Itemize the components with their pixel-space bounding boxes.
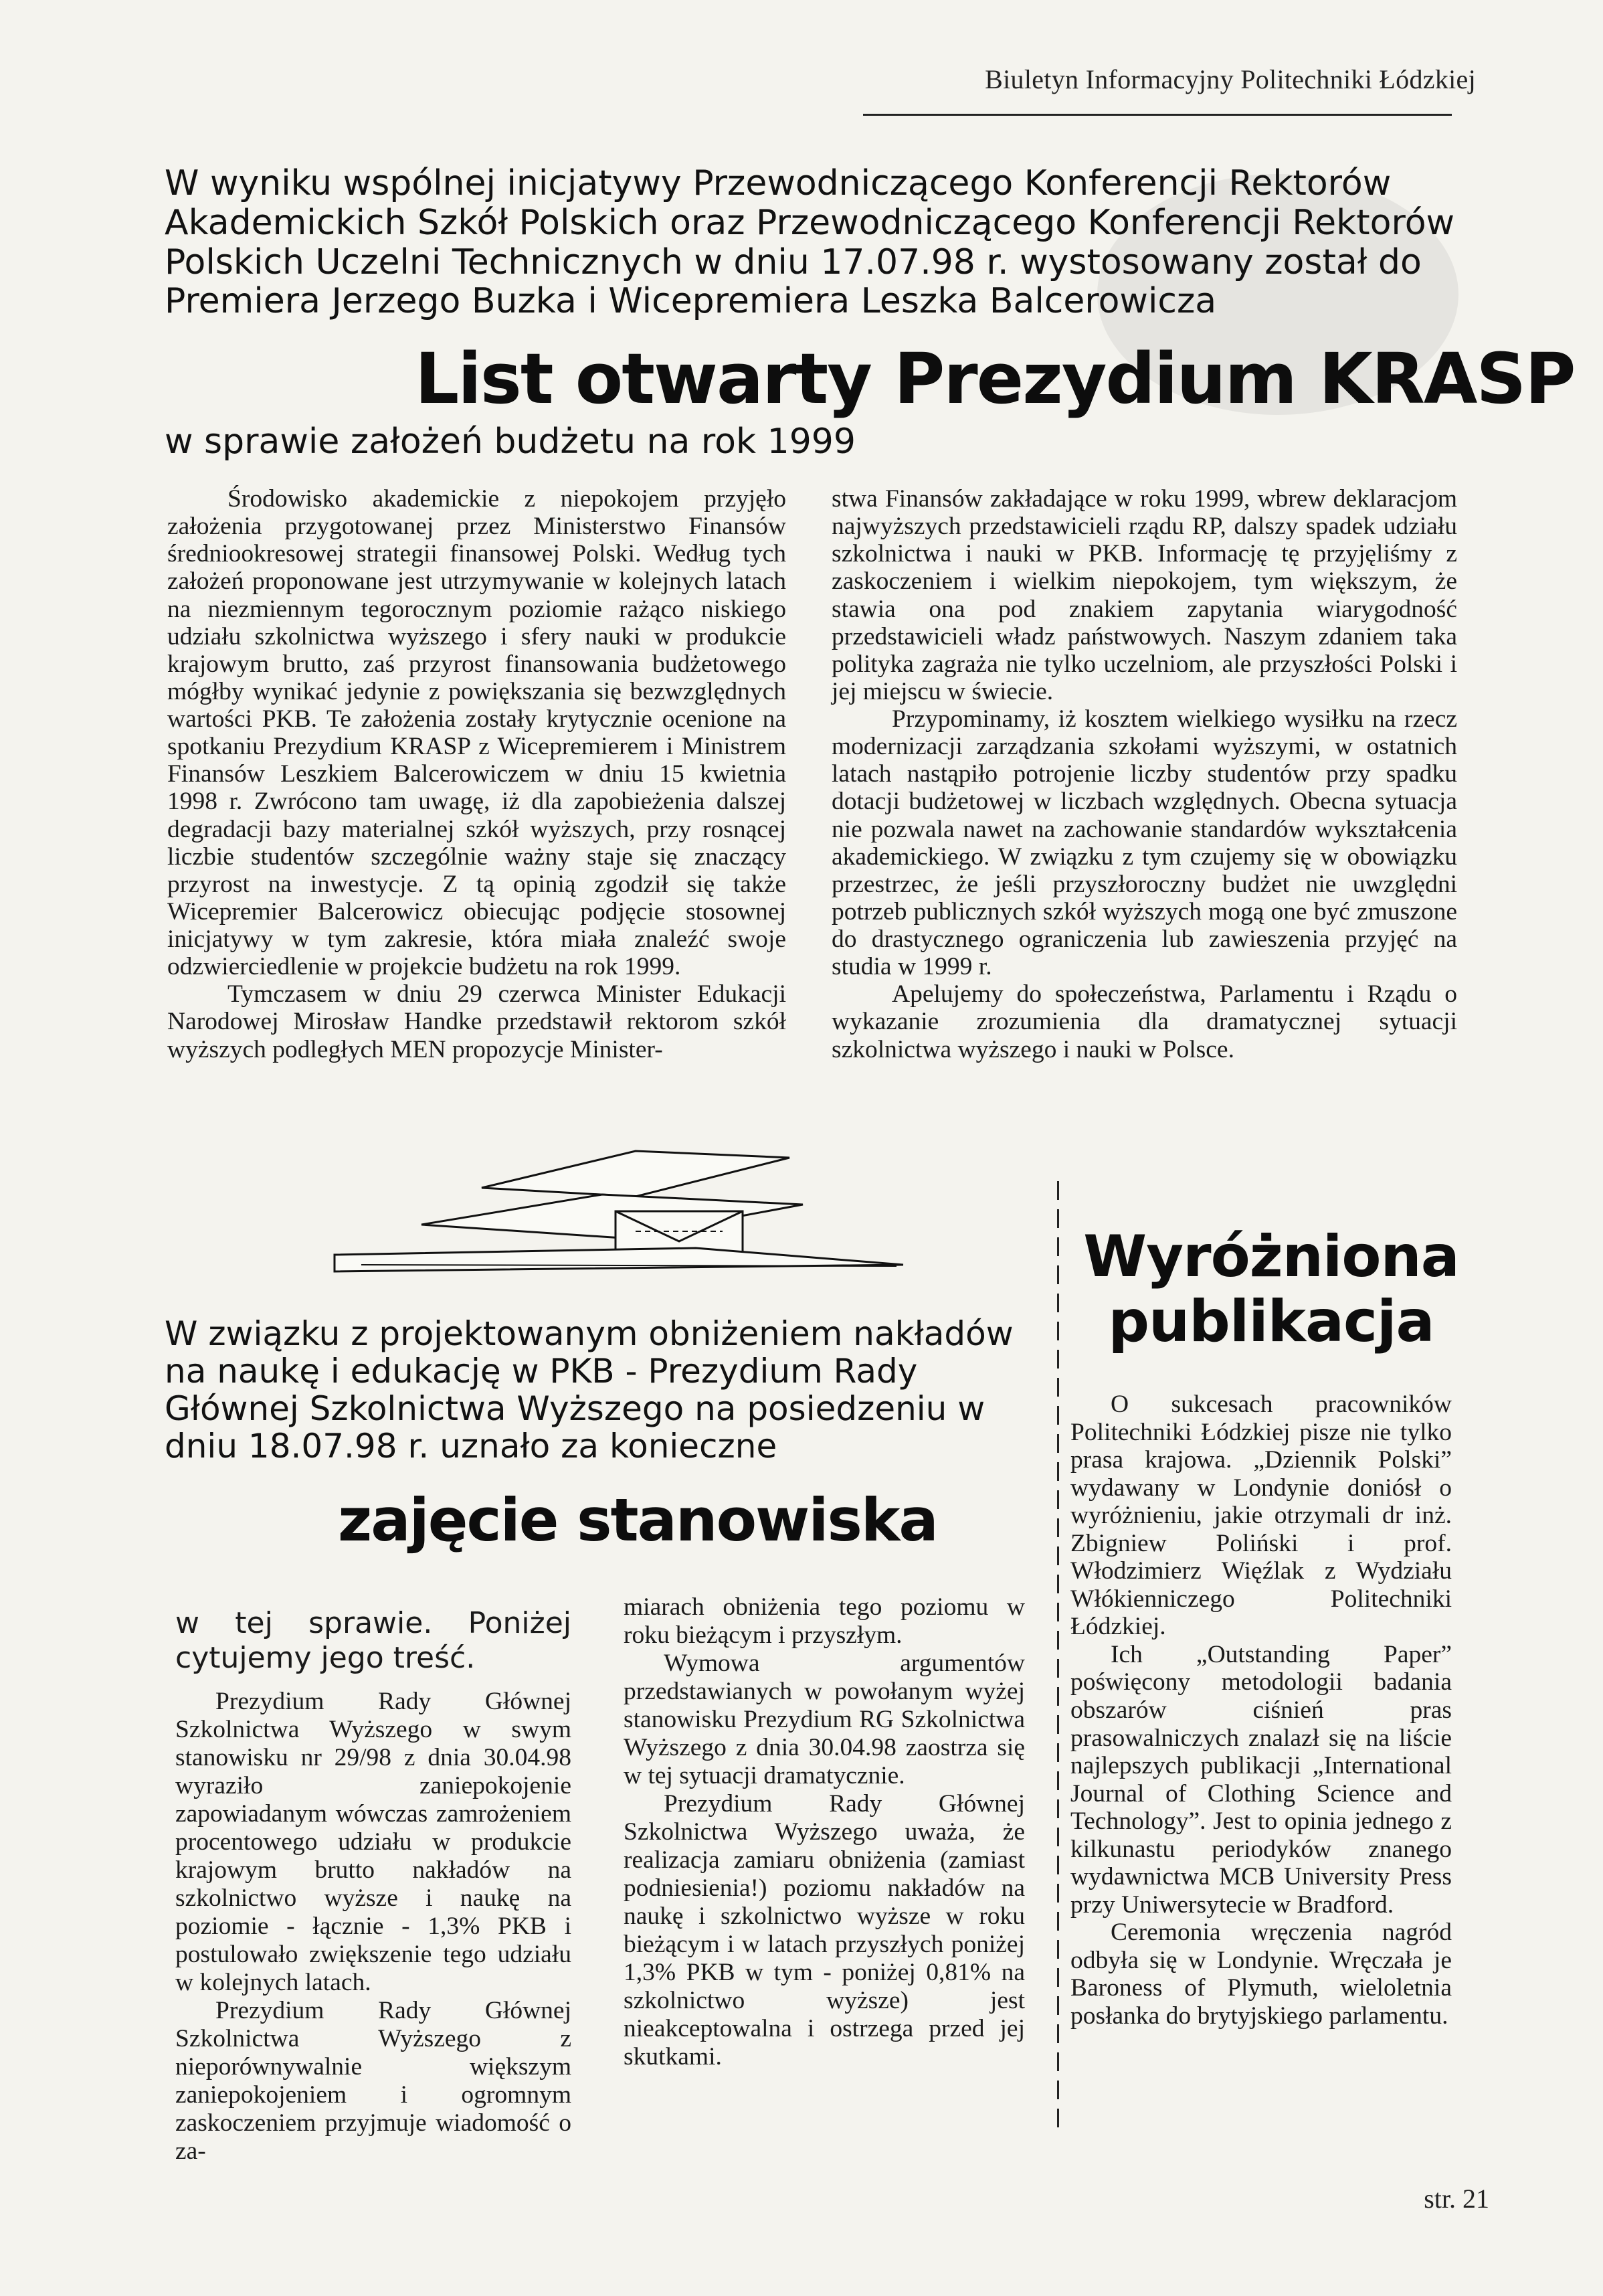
envelope-back-icon xyxy=(482,1151,789,1197)
column-divider xyxy=(1057,1181,1059,2131)
paragraph: Wymowa argumentów przedstawianych w powołanym wyżej stanowisku Prezydium RG Szkolnictwa Wyższego z dnia 30.04.98 zaostrza się w tej sytuacji dramatycznie. xyxy=(624,1650,1025,1789)
article3-column xyxy=(1070,1391,1452,2030)
paragraph: stwa Finansów zakładające w roku 1999, wbrew deklaracjom najwyższych przedstawicieli rządu RP, dalszy spadek udziału szkolnictwa i nauki w PKB. Informację tę przyjęliśmy z zaskoczeniem i wielkim niepokojem, tym większym, że stawia ona pod znakiem zapytania wiarygodność przedstawicieli władz państwowych. Naszym zdaniem taka polityka zagraża nie tylko uczelniom, ale przyszłości Polski i jej miejscu w świecie. xyxy=(832,485,1457,705)
paragraph: Prezydium Rady Głównej Szkolnictwa Wyższego z nieporównywalnie większym zaniepokojeniem i ogromnym zaskoczeniem przyjmuje wiadomość o za- xyxy=(175,1997,571,2165)
paragraph: Ceremonia wręczenia nagród odbyła się w Londynie. Wręczała je Baroness of Plymuth, wieloletnia posłanka do brytyjskiego parlamentu. xyxy=(1070,1919,1452,2030)
paragraph: Przypominamy, iż kosztem wielkiego wysiłku na rzecz modernizacji zarządzania szkołami wyższymi, w ostatnich latach nastąpiło potrojenie liczby studentów przy spadku dotacji budżetowej w liczbach względnych. Obecna sytuacja nie pozwala nawet na zachowanie standardów wykształcenia akademickiego. W związku z tym czujemy się w obowiązku przestrzec, że jeśli przyszłoroczny budżet nie uwzględni potrzeb publicznych szkół wyższych mogą one być zmuszone do drastycznego ograniczenia lub zawieszenia przyjęć na studia w 1999 r. xyxy=(832,705,1457,981)
paragraph: Prezydium Rady Głównej Szkolnictwa Wyższego uważa, że realizacja zamiaru obniżenia (zamiast podniesienia!) poziomu nakładów na naukę i szkolnictwo wyższe w roku bieżącym i w latach przyszłych poniżej 1,3% PKB w tym - poniżej 0,81% na szkolnictwo wyższe) jest nieakceptowalna i ostrzega przed jej skutkami. xyxy=(624,1790,1025,2070)
envelope-long-icon xyxy=(335,1248,903,1271)
paragraph: Prezydium Rady Głównej Szkolnictwa Wyższego w swym stanowisku nr 29/98 z dnia 30.04.98 wyraziło zaniepokojenie zapowiadanym wówczas zamrożeniem procentowego udziału w produkcie krajowym brutto nakładów na szkolnictwo wyższe i naukę na poziomie - łącznie - 1,3% PKB i postulowało zwiększenie tego udziału w kolejnych latach. xyxy=(175,1688,571,1996)
article2-column-1 xyxy=(175,1688,571,2166)
article1-column-2 xyxy=(832,485,1457,1063)
header-rule xyxy=(863,114,1452,116)
article2-column-2 xyxy=(624,1593,1025,2071)
paragraph: Tymczasem w dniu 29 czerwca Minister Edukacji Narodowej Mirosław Handke przedstawił rektorom szkół wyższych podległych MEN propozycje Minister- xyxy=(167,980,786,1063)
running-header: Biuletyn Informacyjny Politechniki Łódzkiej xyxy=(985,64,1476,94)
article3-title xyxy=(1080,1225,1462,1354)
article1-title: List otwarty Prezydium KRASP xyxy=(415,338,1575,420)
article2-lead: W związku z projektowanym obniżeniem nakładów na naukę i edukację w PKB - Prezydium Rady Głównej Szkolnictwa Wyższego na posiedzeniu w dniu 18.07.98 r. uznało za konieczne xyxy=(165,1314,1014,1466)
paragraph: Apelujemy do społeczeństwa, Parlamentu i Rządu o wykazanie zrozumienia dla dramatycznej sytuacji szkolnictwa wyższego i nauki w Polsce. xyxy=(832,980,1457,1063)
page-number: str. 21 xyxy=(1424,2184,1489,2214)
paragraph: Środowisko akademickie z niepokojem przyjęło założenia przygotowanej przez Ministerstwo Finansów średniookresowej strategii finansowej Polski. Według tych założeń proponowane jest utrzymywanie w kolejnych latach na niezmiennym tegorocznym poziomie rażąco niskiego udziału szkolnictwa wyższego i sfery nauki w produkcie krajowym brutto, zaś przyrost finansowania budżetowego mógłby wynikać jedynie z powiększania się bezwzględnych wartości PKB. Te założenia zostały krytycznie ocenione na spotkaniu Prezydium KRASP z Wicepremierem i Ministrem Finansów Leszkiem Balcerowiczem w dniu 15 kwietnia 1998 r. Zwrócono tam uwagę, iż dla zapobieżenia dalszej degradacji bazy materialnej szkół wyższych, przy rosnącej liczbie studentów szczególnie ważny staje się znaczący przyrost na inwestycje. Z tą opinią zgodził się także Wicepremier Balcerowicz obiecując podjęcie stosownej inicjatywy w tym zakresie, która miała znaleźć swoje odzwierciedlenie w projekcie budżetu na rok 1999. xyxy=(167,485,786,981)
envelopes-illustration xyxy=(321,1138,923,1285)
article3-title-line1: Wyróżniona xyxy=(1083,1223,1459,1290)
article2-title: zajęcie stanowiska xyxy=(338,1486,937,1555)
article1-subtitle: w sprawie założeń budżetu na rok 1999 xyxy=(165,422,856,462)
paragraph: miarach obniżenia tego poziomu w roku bieżącym i przyszłym. xyxy=(624,1593,1025,1649)
article1-column-1 xyxy=(167,485,786,1063)
envelope-middle-icon xyxy=(421,1195,803,1238)
paragraph: Ich „Outstanding Paper” poświęcony metodologii badania obszarów ciśnień pras prasowalniczych znalazł się na liście najlepszych publikacji „International Journal of Clothing Science and Technology”. Jest to opinia jednego z kilkunastu periodyków znanego wydawnictwa MCB University Press przy Uniwersytecie w Bradford. xyxy=(1070,1640,1452,1919)
article3-title-line2: publikacja xyxy=(1108,1288,1434,1356)
article2-subhead: w tej sprawie. Poniżej cytujemy jego treść. xyxy=(175,1606,571,1675)
paragraph: O sukcesach pracowników Politechniki Łódzkiej pisze nie tylko prasa krajowa. „Dziennik Polski” wydawany w Londynie doniósł o wyróżnieniu, jakie otrzymali dr inż. Zbigniew Poliński i prof. Włodzimierz Więźlak z Wydziału Włókienniczego Politechniki Łódzkiej. xyxy=(1070,1391,1452,1641)
article1-lead: W wyniku wspólnej inicjatywy Przewodniczącego Konferencji Rektorów Akademickich Szkół Polskich oraz Przewodniczącego Konferencji Rektorów Polskich Uczelni Technicznych w dniu 17.07.98 r. wystosowany został do Premiera Jerzego Buzka i Wicepremiera Leszka Balcerowicza xyxy=(165,163,1455,322)
